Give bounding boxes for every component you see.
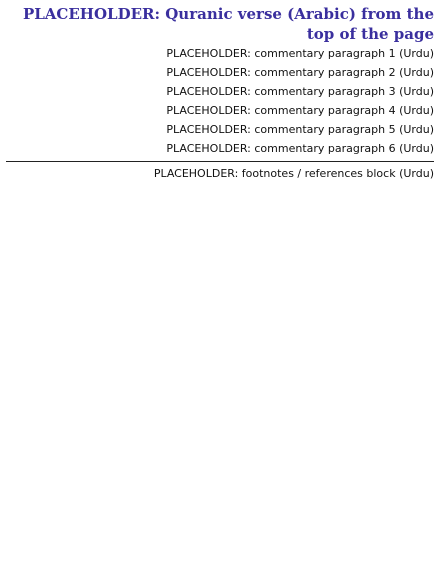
quran-verse: PLACEHOLDER: Quranic verse (Arabic) from the top of the page [22,5,434,43]
commentary-paragraph: PLACEHOLDER: commentary paragraph 4 (Urdu) [166,104,434,117]
commentary-paragraph: PLACEHOLDER: commentary paragraph 5 (Urdu) [166,123,434,136]
commentary-body [6,46,434,157]
footnotes-section [6,166,434,182]
commentary-paragraph: PLACEHOLDER: commentary paragraph 6 (Urdu) [166,142,434,155]
footnote-text: PLACEHOLDER: footnotes / references block (Urdu) [153,167,434,180]
commentary-paragraph: PLACEHOLDER: commentary paragraph 3 (Urdu) [166,85,434,98]
footnote-divider [6,161,434,162]
commentary-paragraph: PLACEHOLDER: commentary paragraph 1 (Urdu) [166,47,434,60]
commentary-paragraph: PLACEHOLDER: commentary paragraph 2 (Urdu) [166,66,434,79]
document-page [6,4,434,579]
